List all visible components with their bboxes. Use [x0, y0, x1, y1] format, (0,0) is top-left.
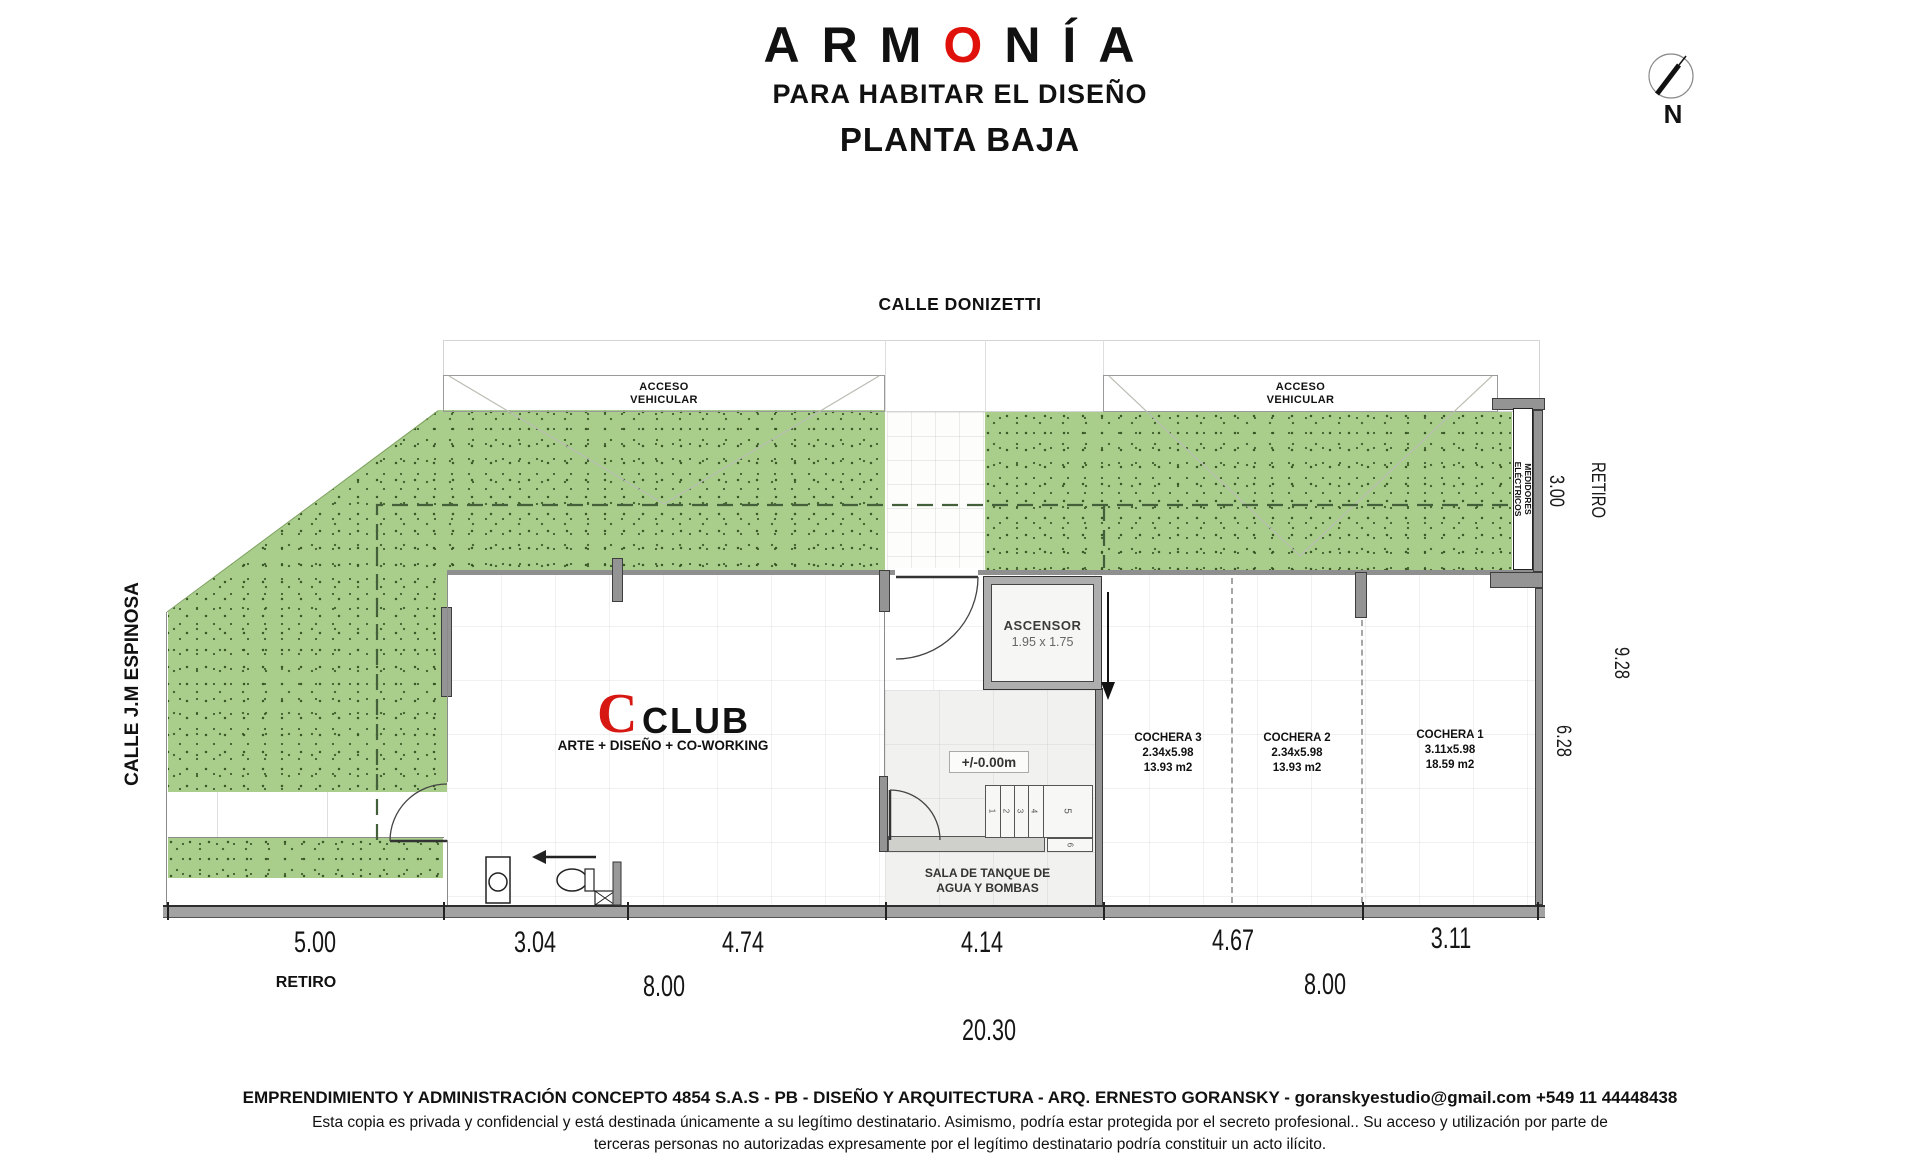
street-name-top: CALLE DONIZETTI — [878, 294, 1042, 314]
title-part: NÍA — [1004, 17, 1157, 73]
vehicle-access-label — [630, 381, 698, 407]
vehicle-access-left — [443, 375, 885, 412]
lot-line — [168, 837, 444, 838]
parking-name: COCHERA 1 — [1416, 729, 1484, 741]
club-initial: C — [597, 683, 638, 745]
footer-credits: EMPRENDIMIENTO Y ADMINISTRACIÓN CONCEPTO 4854 S.A.S - PB - DISEÑO Y ARQUITECTURA - ARQ. ERNESTO GORANSKY - goranskyestudio@gmail.com +549 11 44448438 — [242, 1088, 1678, 1107]
level-marker: +/-0.00m — [949, 751, 1029, 773]
stair-step-number: 1 — [987, 808, 997, 814]
retiro-side-value: 3.00 — [1545, 475, 1568, 507]
vehicle-access-right — [1103, 375, 1498, 412]
wall-segment — [447, 570, 1537, 575]
strip-divider — [985, 340, 986, 412]
north-label: N — [1663, 99, 1683, 129]
club-tagline: ARTE + DISEÑO + CO-WORKING — [557, 738, 769, 753]
dimension-value: 4.74 — [721, 926, 765, 959]
stair-tread — [1043, 786, 1044, 837]
door-opening — [895, 568, 978, 577]
wall-line — [884, 612, 885, 776]
wall-column — [612, 558, 623, 602]
street-name-left: CALLE J.M ESPINOSA — [122, 582, 143, 786]
electric-meters-label — [1513, 462, 1533, 517]
dimension-tick — [885, 902, 887, 920]
dimension-value: 4.67 — [1211, 924, 1255, 957]
lawn-area-right — [985, 412, 1512, 572]
title-part: ARM — [763, 17, 944, 73]
wall-segment — [1490, 572, 1543, 588]
lawn-strip-front — [168, 838, 443, 878]
project-subtitle: PARA HABITAR EL DISEÑO — [772, 79, 1148, 109]
wall-segment — [1533, 410, 1543, 572]
tank-line2: AGUA Y BOMBAS — [936, 881, 1039, 895]
dimension-tick — [1537, 902, 1539, 920]
access-line2: VEHICULAR — [1266, 393, 1335, 406]
stair-step-number: 6 — [1065, 842, 1075, 848]
parking-name: COCHERA 2 — [1263, 732, 1331, 744]
parking-area: 13.93 m2 — [1143, 762, 1193, 774]
tank-line1: SALA DE TANQUE DE — [924, 866, 1051, 880]
elevator-size: 1.95 x 1.75 — [1011, 634, 1074, 649]
wall-line — [447, 573, 448, 782]
dimension-value: 5.00 — [293, 926, 337, 959]
wall-segment — [1535, 588, 1543, 905]
stair-step-number: 4 — [1029, 808, 1039, 814]
parking-area: 13.93 m2 — [1272, 762, 1322, 774]
wall-segment — [879, 776, 888, 852]
elevator-name: ASCENSOR — [1003, 617, 1082, 633]
dimension-tick — [443, 902, 445, 920]
sidewalk-joint — [217, 792, 218, 838]
retiro-bottom-label: RETIRO — [275, 974, 337, 991]
wall-column — [1355, 572, 1367, 618]
tank-room-label — [900, 866, 1075, 896]
stair-bench — [888, 836, 1045, 852]
entry-walkway — [887, 412, 985, 572]
wall-column — [879, 570, 890, 612]
parking-area: 18.59 m2 — [1425, 759, 1475, 771]
front-wall — [163, 905, 1545, 918]
dimension-value: 4.14 — [960, 926, 1004, 959]
parking-spot-1 — [1375, 728, 1525, 773]
parking-dims: 2.34x5.98 — [1142, 747, 1194, 759]
lot-line — [166, 612, 167, 905]
title-accent-letter: O — [943, 17, 1005, 73]
stair-step-number: 5 — [1061, 808, 1073, 814]
dimension-value: 8.00 — [1303, 968, 1347, 1001]
parking-dims: 3.11x5.98 — [1424, 744, 1476, 756]
dimension-tick — [1362, 902, 1364, 920]
dimension-value: 8.00 — [642, 970, 686, 1003]
wall-segment — [1095, 688, 1103, 907]
club-name: CLUB — [642, 700, 750, 741]
dimension-value: 3.04 — [513, 926, 557, 959]
elevator-cab — [991, 584, 1094, 682]
dimension-total: 20.30 — [961, 1014, 1017, 1047]
wall-line — [447, 840, 448, 905]
parking-name: COCHERA 3 — [1134, 732, 1202, 744]
retiro-side-label: RETIRO — [1587, 462, 1608, 518]
sidewalk-joint — [327, 792, 328, 838]
strip-divider — [885, 340, 886, 412]
stair-step-number: 2 — [1001, 808, 1011, 814]
side-dimension-outer: 9.28 — [1610, 647, 1633, 679]
project-title — [0, 16, 1920, 74]
parking-dims: 2.34x5.98 — [1271, 747, 1323, 759]
stair-step-number: 3 — [1015, 808, 1025, 814]
footer-disclaimer-line2: terceras personas no autorizadas expresamente por el legítimo destinatario podría constituir un acto ilícito. — [593, 1136, 1327, 1153]
plan-name: PLANTA BAJA — [839, 121, 1081, 158]
vehicle-access-label — [1267, 381, 1335, 407]
dimension-tick — [1103, 902, 1105, 920]
access-line2: VEHICULAR — [630, 393, 698, 406]
meters-line2: ELÉCTRICOS — [1513, 461, 1523, 517]
parking-spot-3 — [1093, 731, 1243, 776]
dimension-tick — [627, 902, 629, 920]
access-line1: ACCESO — [639, 380, 689, 393]
parking-spot-2 — [1222, 731, 1372, 776]
dimension-tick — [167, 902, 169, 920]
dimension-value: 3.11 — [1430, 922, 1472, 955]
side-dimension-inner: 6.28 — [1552, 725, 1575, 757]
meters-line1: MEDIDORES — [1523, 463, 1533, 515]
footer-disclaimer-line1: Esta copia es privada y confidencial y está destinada únicamente a su legítimo destinatario. Asimismo, podría estar protegida por el secreto profesional.. Su acceso y utilización por parte de — [312, 1114, 1608, 1131]
elevator — [983, 576, 1102, 690]
access-line1: ACCESO — [1275, 380, 1326, 393]
door-swing-arc — [390, 784, 447, 841]
